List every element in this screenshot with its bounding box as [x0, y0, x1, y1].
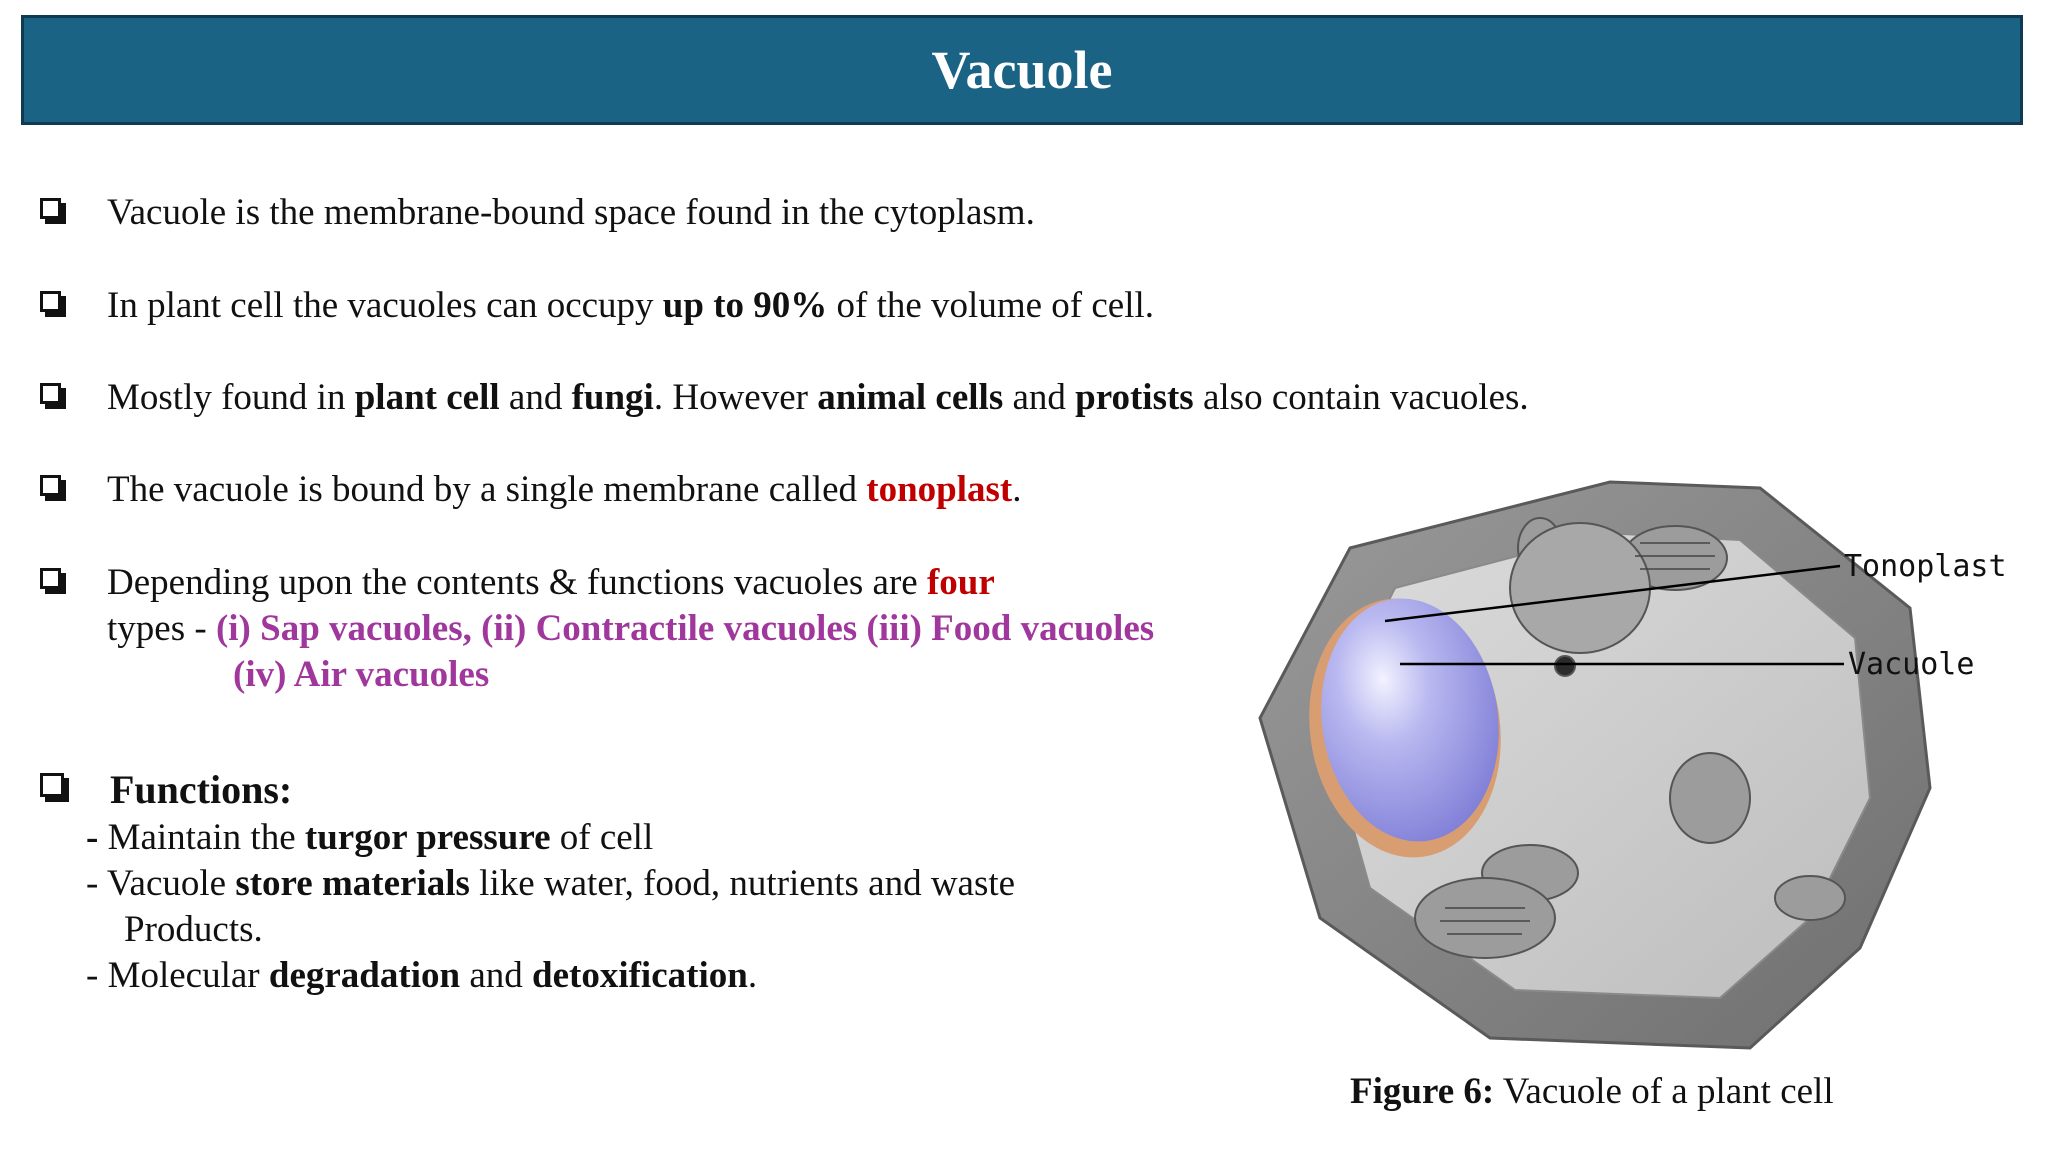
- tonoplast-term: tonoplast: [866, 469, 1013, 510]
- bullet-text: Depending upon the contents & functions vacuoles are four types - (i) Sap vacuoles, (ii) Contractile vacuoles (iii) Food vacuoles (iv) Air vacuoles: [107, 562, 1155, 695]
- checkbox-bullet-icon: [40, 568, 61, 589]
- bullet-1: [40, 190, 1035, 236]
- bullet-text: The vacuole is bound by a single membrane called tonoplast.: [107, 469, 1022, 510]
- page-title: Vacuole: [931, 40, 1113, 100]
- bullet-5: [40, 560, 1154, 698]
- checkbox-bullet-icon: [40, 475, 61, 496]
- checkbox-bullet-icon: [40, 198, 61, 219]
- function-item: - Vacuole store materials like water, food, nutrients and waste: [86, 863, 1016, 904]
- four-term: four: [926, 562, 995, 603]
- vacuole-label: Vacuole: [1848, 647, 1975, 682]
- checkbox-bullet-icon: [40, 383, 61, 404]
- function-item: - Maintain the turgor pressure of cell: [86, 817, 654, 858]
- checkbox-bullet-icon: [40, 773, 64, 797]
- vacuole-types: (i) Sap vacuoles, (ii) Contractile vacuoles (iii) Food vacuoles: [215, 608, 1155, 649]
- vacuole-types-cont: (iv) Air vacuoles: [233, 654, 490, 695]
- title-banner: [21, 15, 2023, 125]
- checkbox-bullet-icon: [40, 291, 61, 312]
- bullet-3: [40, 375, 1529, 421]
- tonoplast-label: Tonoplast: [1844, 549, 2007, 584]
- bullet-text: In plant cell the vacuoles can occupy up to 90% of the volume of cell.: [107, 285, 1155, 326]
- bullet-4: [40, 467, 1022, 513]
- bullet-2: [40, 283, 1154, 329]
- functions-heading: [40, 767, 292, 813]
- figure-caption: Figure 6: Vacuole of a plant cell: [1350, 1071, 1834, 1112]
- bullet-text: Vacuole is the membrane-bound space found in the cytoplasm.: [107, 192, 1035, 233]
- plant-cell-figure: [1250, 478, 2040, 1058]
- bullet-text: Mostly found in plant cell and fungi. However animal cells and protists also contain vacuoles.: [107, 377, 1529, 418]
- functions-title: Functions:: [110, 767, 293, 812]
- function-item-cont: Products.: [124, 909, 263, 950]
- function-item: - Molecular degradation and detoxification.: [86, 955, 758, 996]
